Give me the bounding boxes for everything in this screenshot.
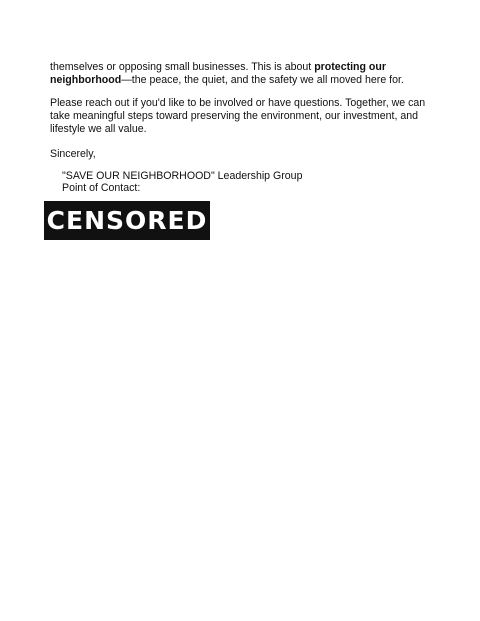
closing-salutation: Sincerely,: [50, 148, 96, 160]
signature-group-name: "SAVE OUR NEIGHBORHOOD" Leadership Group: [62, 170, 303, 182]
paragraph-reach-out: Please reach out if you'd like to be involved or have questions. Together, we can take meaningful steps toward preserving the environment, our investment, and lifestyle we all value.: [50, 97, 426, 135]
paragraph-protecting-neighborhood: [50, 61, 430, 87]
paragraph1-bold-phrase: protecting our neighborhood: [50, 61, 387, 86]
censored-redaction-box: CENSORED: [44, 201, 210, 240]
paragraph1-text-start: themselves or opposing small businesses. This is about: [50, 61, 315, 73]
point-of-contact-label: Point of Contact:: [62, 182, 141, 194]
paragraph1-text-end: —the peace, the quiet, and the safety we all moved here for.: [121, 74, 404, 86]
